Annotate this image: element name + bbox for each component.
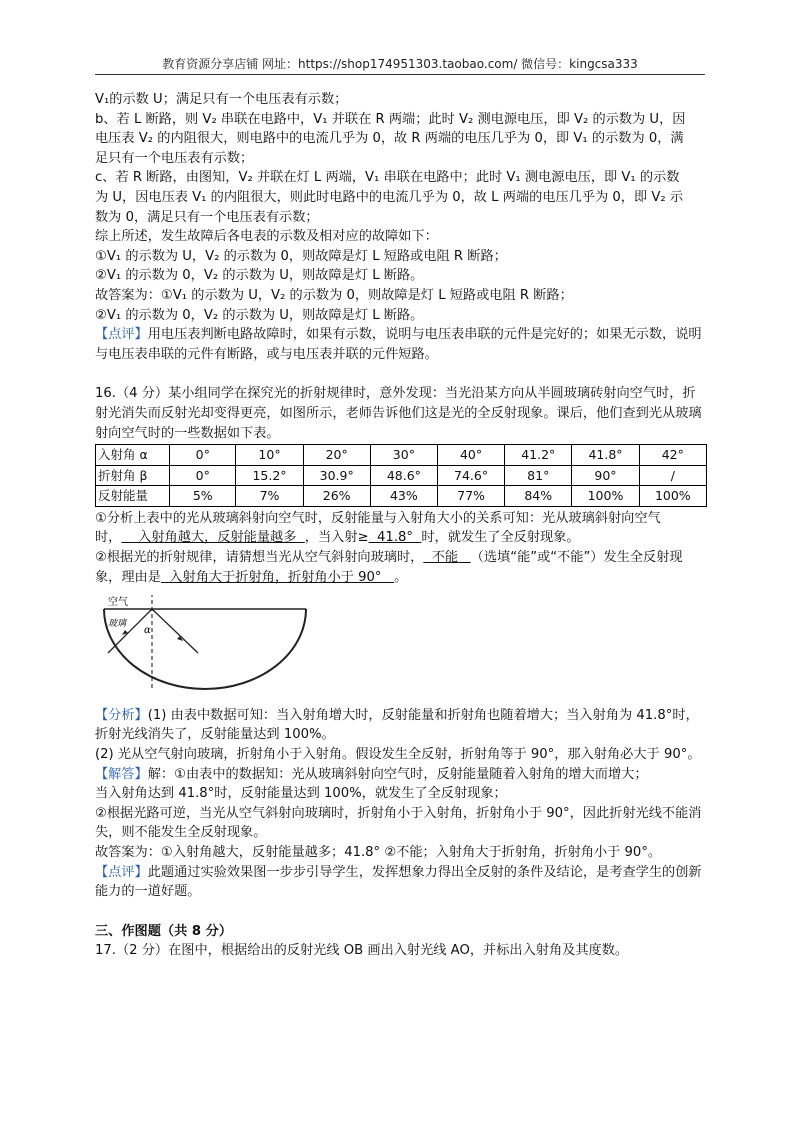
solution-tag: 【解答】 (95, 766, 148, 782)
analysis-tag: 【分析】 (95, 707, 148, 723)
document-body (95, 90, 707, 961)
table-cell: 26% (303, 486, 370, 507)
table-cell: 20° (303, 445, 370, 466)
review-paragraph (95, 325, 707, 364)
table-cell: 7% (236, 486, 303, 507)
answer-blank: 不能 (431, 550, 459, 566)
angle-alpha-label: α (144, 625, 151, 637)
row-header: 入射角 α (96, 445, 170, 466)
text-line: c、若 R 断路，由图知，V₂ 并联在灯 L 两端，V₁ 串联在电路中；此时 V₁ 测电源电压，即 V₁ 的示数 (95, 170, 680, 186)
page-header: 教育资源分享店铺 网址：https://shop174951303.taobao.com/ 微信号：kingcsa333 (162, 57, 638, 71)
answer-blank: 入射角越大，反射能量越多 (138, 530, 297, 546)
text-line: 综上所述，发生故障后各电表的示数及相对应的故障如下： (95, 229, 438, 245)
table-cell: 74.6° (437, 465, 504, 486)
table-cell: 0° (170, 465, 236, 486)
table-cell: 0° (170, 445, 236, 466)
table-cell: 81° (505, 465, 572, 486)
section-title: 三、作图题（共 8 分） (95, 923, 233, 939)
table-cell: 42° (639, 445, 706, 466)
air-label: 空气 (108, 597, 128, 609)
table-cell: 84% (505, 486, 572, 507)
table-cell: 90° (572, 465, 639, 486)
table-cell: 43% (370, 486, 437, 507)
table-cell: 41.2° (505, 445, 572, 466)
answer-blank: 41.8° (377, 530, 413, 546)
table-cell: 41.8° (572, 445, 639, 466)
table-row (96, 465, 707, 486)
analysis-paragraph: (2) 光从空气射向玻璃，折射角小于入射角。假设发生全反射，折射角等于 90°，那入射角必大于 90°。 (95, 747, 701, 763)
table-cell: / (639, 465, 706, 486)
review-text: 用电压表判断电路故障时，如果有示数，说明与电压表串联的元件是完好的；如果无示数，说明与电压表串联的元件有断路，或与电压表并联的元件短路。 (95, 327, 702, 362)
text-line: ①V₁ 的示数为 U，V₂ 的示数为 0，则故障是灯 L 短路或电阻 R 断路； (95, 248, 507, 264)
table-cell: 40° (437, 445, 504, 466)
table-cell: 30.9° (303, 465, 370, 486)
answer-line: 故答案为：①入射角越大，反射能量越多；41.8° ②不能；入射角大于折射角，折射角小于 90°。 (95, 845, 662, 860)
table-cell: 48.6° (370, 465, 437, 486)
semicircle-glass (104, 609, 306, 689)
question-16-intro: 16.（4 分）某小组同学在探究光的折射规律时，意外发现：当光沿某方向从半圆玻璃砖射向空气时，折射光消失而反射光却变得更亮，如图所示，老师告诉他们这是光的全反射现象。课后，他们查到光从玻璃射向空气时的一些数据如下表。 (95, 386, 702, 441)
review-tag: 【点评】 (95, 327, 148, 343)
text-line: ②V₁ 的示数为 0，V₂ 的示数为 U，则故障是灯 L 断路。 (95, 268, 424, 284)
header-divider (95, 74, 705, 75)
solution-line: ②根据光路可逆，当光从空气斜射向玻璃时，折射角小于入射角，折射角小于 90°，因此折射光线不能消失，则不能发生全反射现象。 (95, 805, 702, 841)
table-cell: 10° (236, 445, 303, 466)
solution-line: 当入射角达到 41.8°时，反射能量达到 100%，就发生了全反射现象； (95, 786, 507, 802)
table-row (96, 445, 707, 466)
row-header: 折射角 β (96, 465, 170, 486)
solution-paragraph: 【解答】解：①由表中的数据知：光从玻璃斜射向空气时，反射能量随着入射角的增大而增大； (95, 766, 648, 782)
question-16-part-2: ②根据光的折射规律，请猜想当光从空气斜射向玻璃时， 不能 （选填“能”或“不能”）发生全反射现象，理由是 入射角大于折射角，折射角小于 90° 。 (95, 550, 683, 585)
row-header: 反射能量 (96, 486, 170, 507)
table-cell: 77% (437, 486, 504, 507)
table-row (96, 486, 707, 507)
text-line: 为 U，因电压表 V₁ 的内阻很大，则此时电路中的电流几乎为 0，故 L 两端的电压几乎为 0，即 V₂ 示 (95, 189, 684, 205)
review-tag: 【点评】 (95, 864, 148, 880)
reflected-ray (152, 609, 198, 653)
text-line: 故答案为：①V₁ 的示数为 U，V₂ 的示数为 0，则故障是灯 L 短路或电阻 R 断路； (95, 287, 573, 303)
refraction-data-table (95, 444, 707, 507)
text-line: ②V₁ 的示数为 0，V₂ 的示数为 U，则故障是灯 L 断路。 (95, 307, 424, 323)
text-line: 足只有一个电压表有示数； (95, 150, 254, 166)
text-line: V₁的示数 U；满足只有一个电压表有示数； (95, 92, 348, 107)
text-line: b、若 L 断路，则 V₂ 串联在电路中，V₁ 并联在 R 两端；此时 V₂ 测电源电压，即 V₂ 的示数为 U，因 (95, 111, 686, 127)
text-line: 数为 0，满足只有一个电压表有示数； (95, 209, 319, 225)
analysis-paragraph: 【分析】(1) 由表中数据可知：当入射角增大时，反射能量和折射角也随着增大；当入射角为 41.8°时，折射光线消失了，反射能量达到 100%。 (95, 707, 699, 743)
table-cell: 15.2° (236, 465, 303, 486)
table-cell: 30° (370, 445, 437, 466)
total-reflection-diagram (100, 595, 310, 693)
table-cell: 100% (572, 486, 639, 507)
text-line: 电压表 V₂ 的内阻很大，则电路中的电流几乎为 0，故 R 两端的电压几乎为 0，即 V₁ 的示数为 0，满 (95, 131, 684, 147)
review-paragraph: 【点评】此题通过实验效果图一步步引导学生，发挥想象力得出全反射的条件及结论，是考查学生的创新能力的一道好题。 (95, 864, 702, 900)
answer-blank: 入射角大于折射角，折射角小于 90° (169, 569, 382, 585)
glass-label: 玻璃 (108, 619, 127, 630)
question-17: 17.（2 分）在图中，根据给出的反射光线 OB 画出入射光线 AO，并标出入射角及其度数。 (95, 943, 629, 959)
table-cell: 5% (170, 486, 236, 507)
table-cell: 100% (639, 486, 706, 507)
question-16-part-1: ①分析上表中的光从玻璃斜射向空气时，反射能量与入射角大小的关系可知：光从玻璃斜射向空气时， 入射角越大，反射能量越多 ，当入射≥ 41.8° 时，就发生了全反射现象。 (95, 510, 661, 546)
